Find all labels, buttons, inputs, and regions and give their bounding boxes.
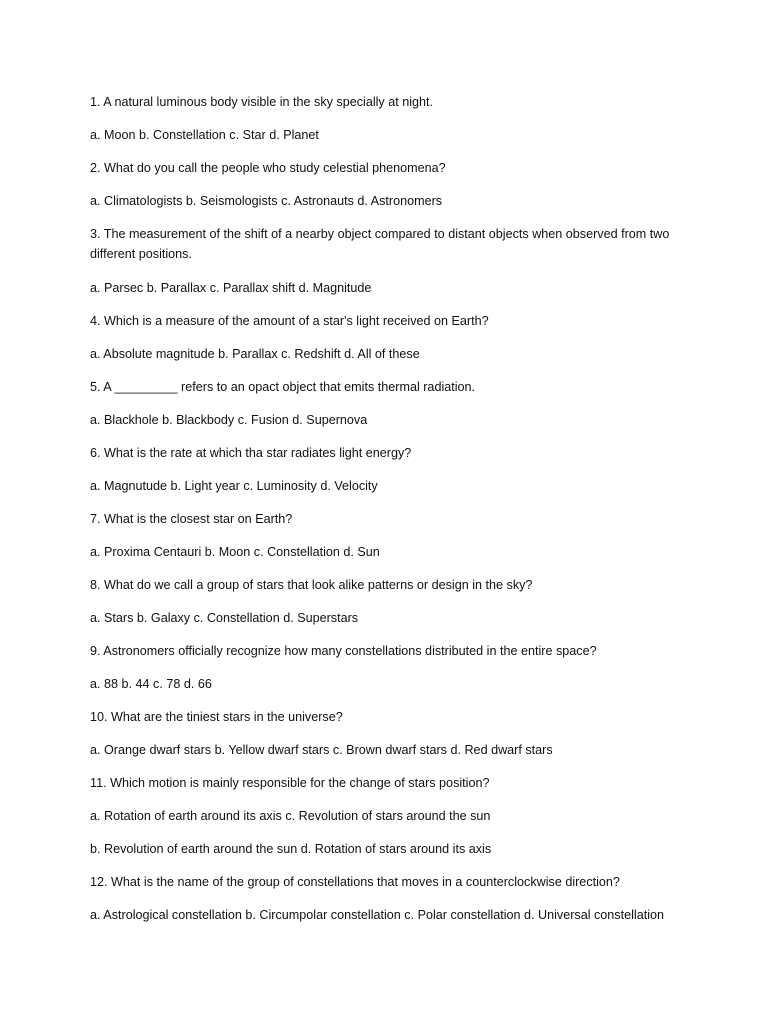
answer-choices-8: a. Stars b. Galaxy c. Constellation d. Superstars (90, 610, 359, 625)
answer-choices-5: a. Blackhole b. Blackbody c. Fusion d. Supernova (90, 412, 368, 427)
question-12: 12. What is the name of the group of constellations that moves in a counterclockwise direction? (90, 874, 620, 889)
question-7: 7. What is the closest star on Earth? (90, 511, 293, 526)
question-8: 8. What do we call a group of stars that look alike patterns or design in the sky? (90, 577, 533, 592)
answer-choices-10: a. Orange dwarf stars b. Yellow dwarf stars c. Brown dwarf stars d. Red dwarf stars (90, 742, 553, 757)
question-11: 11. Which motion is mainly responsible for the change of stars position? (90, 775, 490, 790)
answer-choices-12: a. Astrological constellation b. Circumpolar constellation c. Polar constellation d. Universal constellation (90, 907, 665, 922)
quiz-content (90, 93, 710, 939)
answer-choices-7: a. Proxima Centauri b. Moon c. Constellation d. Sun (90, 544, 380, 559)
answer-choices-3: a. Parsec b. Parallax c. Parallax shift d. Magnitude (90, 280, 372, 295)
answer-choices-6: a. Magnutude b. Light year c. Luminosity d. Velocity (90, 478, 378, 493)
answer-choices-11-line-1: a. Rotation of earth around its axis c. Revolution of stars around the sun (90, 808, 491, 823)
question-1: 1. A natural luminous body visible in the sky specially at night. (90, 95, 434, 109)
answer-choices-2: a. Climatologists b. Seismologists c. Astronauts d. Astronomers (90, 194, 443, 208)
question-6: 6. What is the rate at which tha star radiates light energy? (90, 445, 412, 460)
answer-choices-4: a. Absolute magnitude b. Parallax c. Redshift d. All of these (90, 346, 420, 361)
answer-choices-11-line-2: b. Revolution of earth around the sun d. Rotation of stars around its axis (90, 841, 492, 856)
question-4: 4. Which is a measure of the amount of a star's light received on Earth? (90, 313, 489, 328)
answer-choices-9: a. 88 b. 44 c. 78 d. 66 (90, 676, 212, 691)
question-2: 2. What do you call the people who study celestial phenomena? (90, 161, 446, 175)
question-10: 10. What are the tiniest stars in the universe? (90, 709, 343, 724)
question-3: 3. The measurement of the shift of a nearby object compared to distant objects when observed from two different positions. (90, 227, 670, 261)
answer-choices-1: a. Moon b. Constellation c. Star d. Planet (90, 128, 319, 142)
question-5: 5. A _________ refers to an opact object that emits thermal radiation. (90, 379, 476, 394)
question-9: 9. Astronomers officially recognize how many constellations distributed in the entire space? (90, 643, 597, 658)
